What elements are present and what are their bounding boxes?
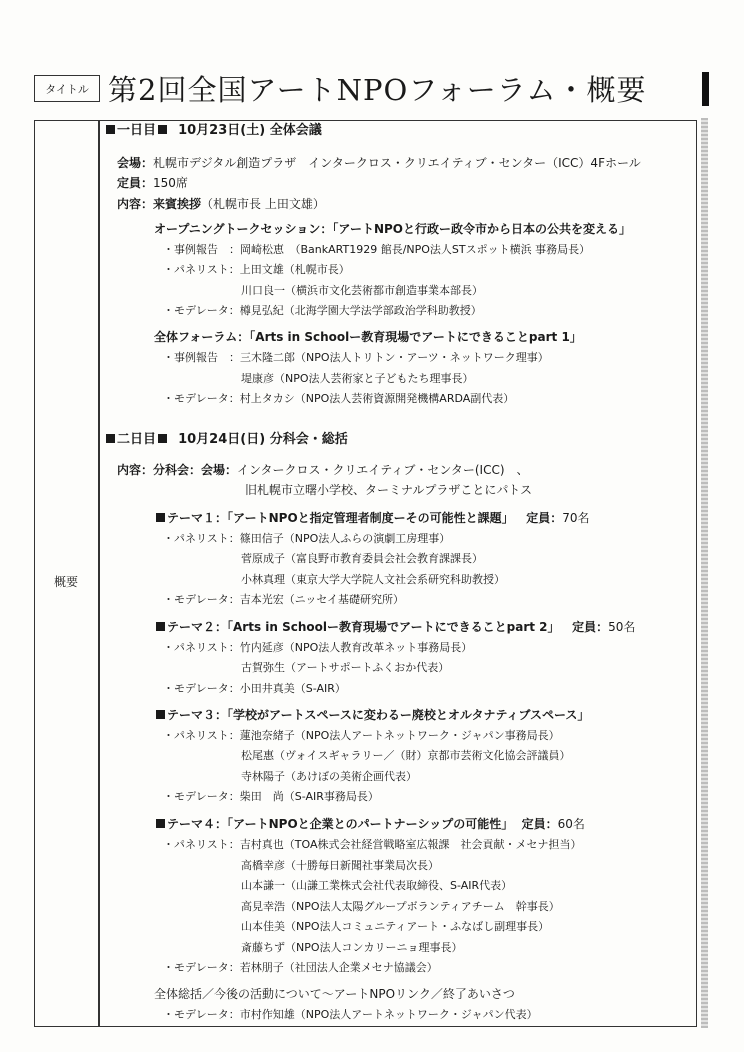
forum-mod-line (163, 391, 514, 407)
theme1-moderator: 吉本光宏（ニッセイ基礎研究所） (239, 593, 405, 606)
venue-label: 会場： (117, 156, 154, 170)
theme1-capacity: 70名 (562, 511, 590, 525)
forum-mod-label: ・モデレータ： (163, 392, 240, 405)
opening-case: 岡崎松恵 （BankART1929 館長/NPO法人STスポット横浜 事務局長） (240, 243, 591, 256)
theme4-panelist: 山本謙一（山謙工業株式会社代表取締役、S-AIR代表） (241, 879, 513, 892)
opening-moderator: 樽見弘紀（北海学園大学法学部政治学科助教授） (239, 304, 482, 317)
day2-venues: 旧札幌市立曙小学校、ターミナルプラザことにパトス (245, 483, 533, 497)
forum-moderator: 村上タカシ（NPO法人芸術資源開発機構ARDA副代表） (239, 392, 515, 405)
day1-heading-line (104, 123, 322, 139)
day1-event: 全体会議 (269, 123, 322, 138)
theme4-title: テーマ４：「アートNPOと企業とのパートナーシップの可能性」 (167, 817, 514, 831)
content-label: 内容： (117, 197, 154, 211)
day1-content-line (117, 196, 325, 212)
theme3-panelist: 蓮池奈緒子（NPO法人アートネットワーク・ジャパン事務局長） (239, 729, 560, 742)
summary-mod-line (163, 1007, 538, 1023)
forum-case: 三木隆二郎（NPO法人トリトン・アーツ・ネットワーク理事） (240, 351, 549, 364)
theme1-mod-line (163, 592, 404, 608)
opening-session-title: オープニングトークセッション：「アートNPOと行政ー政令市から日本の公共を変える」 (154, 222, 632, 236)
title-label: タイトル (45, 82, 89, 96)
square-bullet-icon (158, 434, 167, 443)
theme2-panelist: 竹内延彦（NPO法人教育改革ネット事務局長） (239, 641, 473, 654)
day2-event: 分科会・総括 (269, 432, 348, 447)
theme2-panel-label: ・パネリスト： (163, 641, 240, 654)
square-bullet-icon (156, 819, 165, 828)
theme3-moderator: 柴田 尚（S-AIR事務局長） (239, 790, 379, 803)
square-bullet-icon (156, 513, 165, 522)
square-bullet-icon (158, 125, 167, 134)
title-end-bar (702, 72, 709, 106)
day2-content-line (117, 462, 529, 478)
theme1-title: テーマ１：「アートNPOと指定管理者制度ーその可能性と課題」 (167, 511, 514, 525)
theme4-panelist: 高見幸浩（NPO法人太陽グループボランティアチーム 幹事長） (241, 900, 560, 913)
theme2-mod-label: ・モデレータ： (163, 682, 240, 695)
theme4-cap-label: 定員： (521, 817, 558, 831)
day1-capacity: 150席 (153, 176, 188, 190)
theme1-title-line (154, 510, 590, 526)
theme3-panelist: 寺林陽子（あけぼの美術企画代表） (241, 770, 417, 783)
theme2-title: テーマ２：「Arts in Schoolー教育現場でアートにできることpart 2」 (167, 620, 560, 634)
theme4-title-line (154, 816, 585, 832)
square-bullet-icon (106, 434, 115, 443)
day2-heading: 二日目 (117, 432, 157, 447)
page-title: 第2回全国アートNPOフォーラム・概要 (108, 73, 647, 107)
theme4-panelist: 斎藤ちず（NPO法人コンカリーニョ理事長） (241, 941, 463, 954)
theme2-panel-line (163, 640, 472, 656)
forum-case-line (163, 350, 549, 366)
capacity-label: 定員： (117, 176, 154, 190)
theme1-panelist: 小林真理（東京大学大学院人文社会系研究科助教授） (241, 573, 505, 586)
day1-venue-line (117, 155, 641, 171)
square-bullet-icon (156, 622, 165, 631)
day2-heading-line (104, 432, 348, 448)
theme2-title-line (154, 619, 635, 635)
day2-date: 10月24日(日) (178, 432, 266, 447)
forum-case: 堤康彦（NPO法人芸術家と子どもたち理事長） (241, 372, 474, 385)
summary-moderator: 市村作知雄（NPO法人アートネットワーク・ジャパン代表） (239, 1008, 538, 1021)
square-bullet-icon (106, 125, 115, 134)
theme1-cap-label: 定員： (526, 511, 563, 525)
day2-content-label: 内容：分科会：会場： (117, 463, 238, 477)
day2-venues: インタークロス・クリエイティブ・センター(ICC) 、 (237, 463, 529, 477)
opening-panel-label: ・パネリスト： (163, 263, 240, 276)
theme2-panelist: 古賀弥生（アートサポートふくおか代表） (241, 661, 450, 674)
theme2-capacity: 50名 (608, 620, 636, 634)
theme1-panel-line (163, 531, 450, 547)
forum-case-label: ・事例報告 ： (163, 351, 240, 364)
theme2-moderator: 小田井真美（S-AIR） (239, 682, 346, 695)
theme1-mod-label: ・モデレータ： (163, 593, 240, 606)
summary-title: 全体総括／今後の活動について〜アートNPOリンク／終了あいさつ (154, 987, 515, 1001)
theme1-panelist: 篠田信子（NPO法人ふらの演劇工房理事） (239, 532, 451, 545)
day1-capacity-line (117, 175, 188, 191)
opening-case-label: ・事例報告 ： (163, 243, 240, 256)
theme4-panel-line (163, 837, 582, 853)
theme4-panelist: 高橋幸彦（十勝毎日新聞社事業局次長） (241, 859, 439, 872)
day1-heading: 一日目 (117, 123, 157, 138)
opening-mod-label: ・モデレータ： (163, 304, 240, 317)
overview-label: 概要 (53, 575, 78, 589)
theme4-mod-line (163, 960, 438, 976)
theme3-mod-label: ・モデレータ： (163, 790, 240, 803)
square-bullet-icon (156, 710, 165, 719)
theme4-mod-label: ・モデレータ： (163, 961, 240, 974)
theme3-title-line (154, 707, 589, 723)
opening-case-line (163, 242, 590, 258)
theme1-panel-label: ・パネリスト： (163, 532, 240, 545)
forum-title: 全体フォーラム：「Arts in Schoolー教育現場でアートにできることpart 1」 (154, 330, 582, 344)
day1-greeting: 来賓挨拶 (153, 197, 202, 211)
opening-panelist: 川口良一（横浜市文化芸術都市創造事業本部長） (241, 284, 483, 297)
theme4-moderator: 若林朋子（社団法人企業メセナ協議会） (239, 961, 438, 974)
theme1-panelist: 菅原成子（富良野市教育委員会社会教育課課長） (241, 552, 483, 565)
title-label-cell (34, 75, 100, 102)
theme2-mod-line (163, 681, 346, 697)
theme3-panelist: 松尾惠（ヴォイスギャラリー／（財）京都市芸術文化協会評議員） (241, 749, 571, 762)
theme3-panel-line (163, 728, 560, 744)
opening-mod-line (163, 303, 482, 319)
day1-greeting-by: （札幌市長 上田文雄） (201, 197, 325, 211)
theme3-mod-line (163, 789, 379, 805)
theme3-title: テーマ３：「学校がアートスペースに変わるー廃校とオルタナティブスペース」 (167, 708, 590, 722)
theme4-panelist: 山本佳美（NPO法人コミュニティアート・ふなばし副理事長） (241, 920, 550, 933)
theme3-panel-label: ・パネリスト： (163, 729, 240, 742)
scan-edge (701, 118, 708, 1028)
theme4-capacity: 60名 (557, 817, 585, 831)
summary-mod-label: ・モデレータ： (163, 1008, 240, 1021)
theme2-cap-label: 定員： (572, 620, 609, 634)
opening-panelist: 上田文雄（札幌市長） (239, 263, 350, 276)
day1-venue: 札幌市デジタル創造プラザ インタークロス・クリエイティブ・センター（ICC）4Fホール (153, 156, 641, 170)
opening-panel-line (163, 262, 350, 278)
day1-date: 10月23日(土) (178, 123, 266, 138)
theme4-panel-label: ・パネリスト： (163, 838, 240, 851)
theme4-panelist: 吉村真也（TOA株式会社経営戦略室広報課 社会貢献・メセナ担当） (239, 838, 582, 851)
